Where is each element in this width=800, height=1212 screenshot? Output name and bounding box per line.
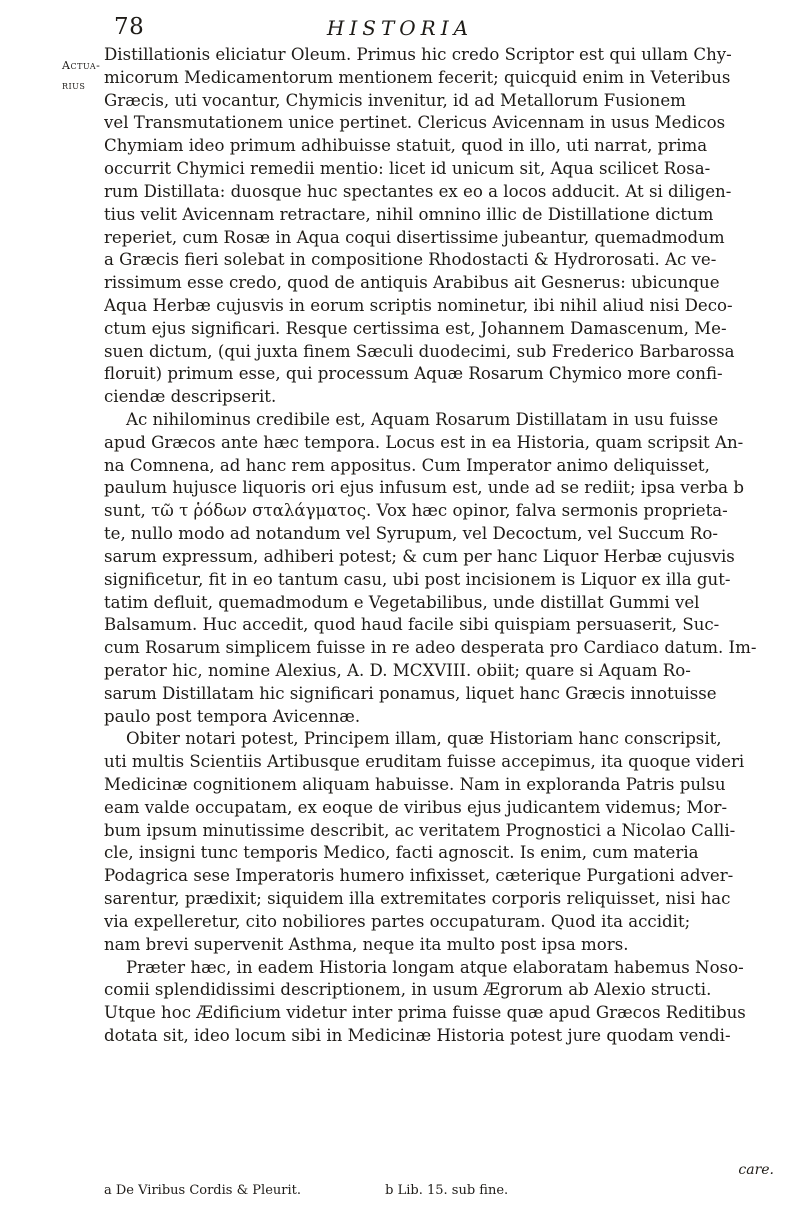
text-line: Græcis, uti vocantur, Chymicis invenitur, id ad Metallorum Fusionem xyxy=(104,90,686,110)
text-line: nam brevi supervenit Asthma, neque ita multo post ipsa mors. xyxy=(104,934,629,954)
text-line: te, nullo modo ad notandum vel Syrupum, vel Decoctum, vel Succum Ro- xyxy=(104,524,718,544)
text-line: Chymiam ideo primum adhibuisse statuit, quod in illo, uti narrat, prima xyxy=(104,136,708,156)
body-text xyxy=(104,44,794,1048)
text-line: Podagrica sese Imperatoris humero infixisset, cæterique Purgationi adver- xyxy=(104,866,734,886)
text-line: cum Rosarum simplicem fuisse in re adeo desperata pro Cardiaco datum. Im- xyxy=(104,638,757,658)
text-line: Medicinæ cognitionem aliquam habuisse. Nam in exploranda Patris pulsu xyxy=(104,775,726,794)
margin-note xyxy=(62,56,100,96)
text-line: reperiet, cum Rosæ in Aqua coqui disertissime jubeantur, quemadmodum xyxy=(104,227,725,247)
text-line: cle, insigni tunc temporis Medico, facti agnoscit. Is enim, cum materia xyxy=(104,843,699,863)
text-line: na Comnena, ad hanc rem appositus. Cum Imperator animo deliquisset, xyxy=(104,455,710,475)
text-line: occurrit Chymici remedii mentio: licet id unicum sit, Aqua scilicet Rosa- xyxy=(104,159,711,179)
paragraph-start-line: Ac nihilominus credibile est, Aquam Rosarum Distillatam in usu fuisse xyxy=(126,410,719,429)
text-line: dotata sit, ideo locum sibi in Medicinæ Historia potest jure quodam vendi- xyxy=(104,1025,731,1045)
text-line: Utque hoc Ædificium videtur inter prima fuisse quæ apud Græcos Reditibus xyxy=(104,1003,746,1023)
text-line: tius velit Avicennam retractare, nihil omnino illic de Distillatione dictum xyxy=(104,204,714,224)
text-line: ctum ejus significari. Resque certissima est, Johannem Damascenum, Me- xyxy=(104,318,727,338)
catchword: care. xyxy=(738,1162,774,1178)
text-line: significetur, fit in eo tantum casu, ubi post incisionem is Liquor ex illa gut- xyxy=(104,569,731,589)
text-line: via expelleretur, cito nobiliores partes occupaturam. Quod ita accidit; xyxy=(104,911,691,931)
text-line: bum ipsum minutissime describit, ac veritatem Prognostici a Nicolao Calli- xyxy=(104,820,736,840)
text-line: sarentur, prædixit; siquidem illa extremitates corporis reliquisset, nisi hac xyxy=(104,889,731,909)
margin-note-line: rius xyxy=(62,79,86,92)
text-line: apud Græcos ante hæc tempora. Locus est in ea Historia, quam scripsit An- xyxy=(104,432,744,452)
text-line: Balsamum. Huc accedit, quod haud facile sibi quispiam persuaserit, Suc- xyxy=(104,615,720,635)
text-line: micorum Medicamentorum mentionem fecerit; quicquid enim in Veteribus xyxy=(104,67,731,87)
text-line: floruit) primum esse, qui processum Aquæ Rosarum Chymico more confi- xyxy=(104,364,723,384)
text-line: sunt, τῶ τ ῥόδων σταλάγματος. Vox hæc opinor, falva sermonis proprieta- xyxy=(104,501,728,521)
running-title: HISTORIA xyxy=(326,16,474,40)
text-line: comii splendidissimi descriptionem, in usum Ægrorum ab Alexio structi. xyxy=(104,980,712,1000)
text-line: uti multis Scientiis Artibusque eruditam fuisse accepimus, ita quoque videri xyxy=(104,752,745,772)
footnotes xyxy=(104,1182,664,1200)
paragraph-start-line: Præter hæc, in eadem Historia longam atque elaboratam habemus Noso- xyxy=(126,957,744,977)
text-line: paulum hujusce liquoris ori ejus infusum est, unde ad se rediit; ipsa verba b xyxy=(104,478,744,498)
text-line: eam valde occupatam, ex eoque de viribus ejus judicantem videmus; Mor- xyxy=(104,797,728,817)
text-line: Distillationis eliciatur Oleum. Primus hic credo Scriptor est qui ullam Chy- xyxy=(104,45,732,64)
text-line: Aqua Herbæ cujusvis in eorum scriptis nominetur, ibi nihil aliud nisi Deco- xyxy=(104,295,733,315)
text-line: sarum Distillatam hic significari ponamus, liquet hanc Græcis innotuisse xyxy=(104,683,717,703)
text-line: a Græcis fieri solebat in compositione Rhodostacti & Hydrorosati. Ac ve- xyxy=(104,250,717,270)
margin-note-line: Actua- xyxy=(62,59,101,72)
text-line: paulo post tempora Avicennæ. xyxy=(104,706,361,726)
text-line: tatim defluit, quemadmodum e Vegetabilibus, unde distillat Gummi vel xyxy=(104,592,700,612)
text-line: suen dictum, (qui juxta finem Sæculi duodecimi, sub Frederico Barbarossa xyxy=(104,341,735,361)
text-line: rissimum esse credo, quod de antiquis Arabibus ait Gesnerus: ubicunque xyxy=(104,273,720,293)
text-line: rum Distillata: duosque huc spectantes ex eo a locos adducit. At si diligen- xyxy=(104,181,732,201)
page-number: 78 xyxy=(114,14,145,40)
text-line: ciendæ descripserit. xyxy=(104,387,277,407)
footnote-a: a De Viribus Cordis & Pleurit. xyxy=(104,1183,301,1198)
footnote-b: b Lib. 15. sub fine. xyxy=(385,1183,509,1198)
text-line: perator hic, nomine Alexius, A. D. MCXVIII. obiit; quare si Aquam Ro- xyxy=(104,660,691,680)
text-line: vel Transmutationem unice pertinet. Clericus Avicennam in usus Medicos xyxy=(104,113,726,133)
text-line: sarum expressum, adhiberi potest; & cum per hanc Liquor Herbæ cujusvis xyxy=(104,546,735,566)
paragraph-start-line: Obiter notari potest, Principem illam, quæ Historiam hanc conscripsit, xyxy=(126,729,722,749)
